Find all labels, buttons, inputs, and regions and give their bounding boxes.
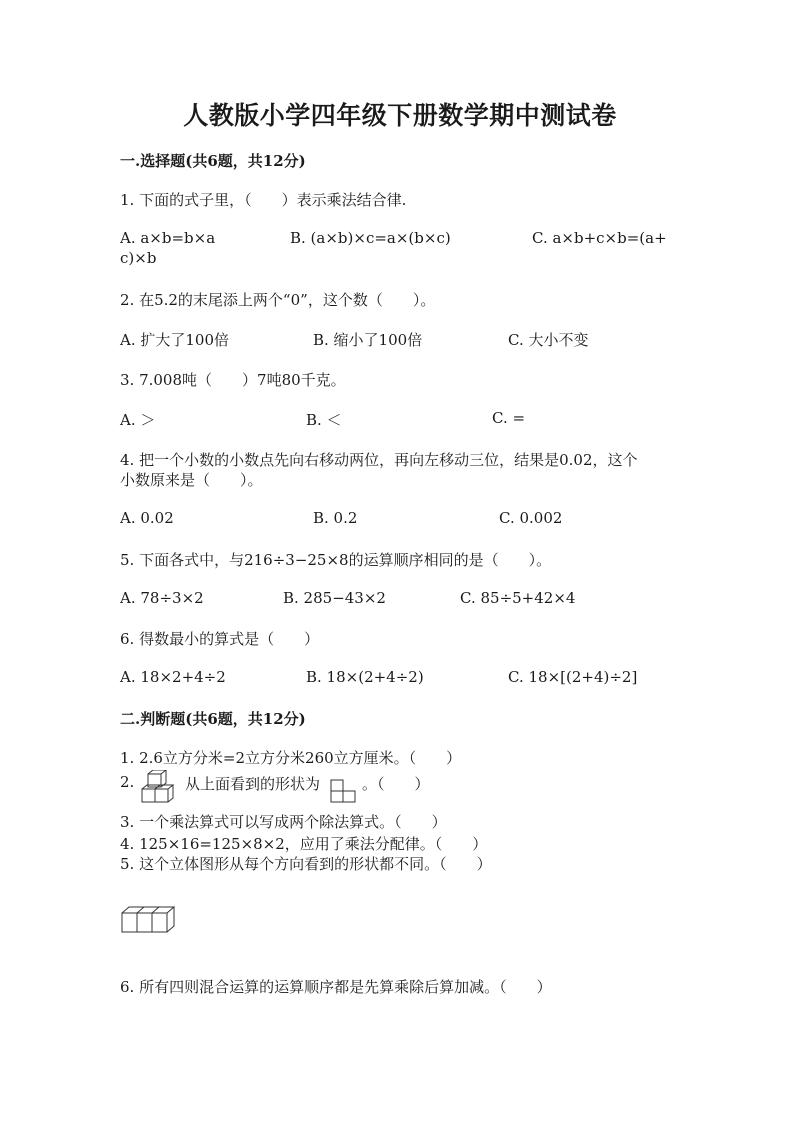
question-4-option-c: C. 0.002 — [499, 509, 563, 527]
question-3-option-a: A. ＞ — [120, 411, 156, 429]
top-view-shape — [330, 779, 356, 803]
question-4-option-b: B. 0.2 — [313, 509, 358, 527]
judgement-4: 4. 125×16=125×8×2，应用了乘法分配律。（ ） — [120, 835, 488, 853]
question-2-stem: 2. 在5.2的末尾添上两个“0”，这个数（ ）。 — [120, 291, 436, 309]
question-1-option-a: A. a×b=b×a — [120, 229, 216, 247]
page-title: 人教版小学四年级下册数学期中测试卷 — [183, 101, 617, 130]
question-6-option-b: B. 18×(2+4÷2) — [306, 668, 424, 686]
question-6-option-a: A. 18×2+4÷2 — [120, 668, 226, 686]
question-1-option-c-cont: c)×b — [120, 249, 157, 267]
question-5-option-c: C. 85÷5+42×4 — [460, 589, 576, 607]
judgement-2-number: 2. — [120, 773, 135, 791]
question-3-stem: 3. 7.008吨（ ）7吨80千克。 — [120, 371, 346, 389]
question-5-option-b: B. 285−43×2 — [283, 589, 386, 607]
question-4-stem: 4. 把一个小数的小数点先向右移动两位，再向左移动三位，结果是0.02，这个 — [120, 451, 638, 469]
question-3-option-c: C. = — [492, 409, 526, 427]
judgement-5: 5. 这个立体图形从每个方向看到的形状都不同。（ ） — [120, 855, 492, 873]
question-2-option-c: C. 大小不变 — [508, 331, 589, 349]
question-6-stem: 6. 得数最小的算式是（ ） — [120, 630, 320, 648]
section-heading-judgement: 二.判断题(共6题，共12分) — [120, 710, 306, 728]
question-6-option-c: C. 18×[(2+4)÷2] — [508, 668, 638, 686]
question-1-option-c: C. a×b+c×b=(a+ — [532, 229, 667, 247]
stacked-cubes-figure — [140, 770, 180, 804]
question-3-option-b: B. ＜ — [306, 411, 342, 429]
judgement-6: 6. 所有四则混合运算的运算顺序都是先算乘除后算加减。（ ） — [120, 978, 552, 996]
three-cubes-row-figure — [121, 906, 177, 934]
question-2-option-b: B. 缩小了100倍 — [313, 331, 423, 349]
judgement-1: 1. 2.6立方分米=2立方分米260立方厘米。（ ） — [120, 749, 462, 767]
question-2-option-a: A. 扩大了100倍 — [120, 331, 229, 349]
question-1-stem: 1. 下面的式子里，（ ）表示乘法结合律. — [120, 191, 407, 209]
question-5-option-a: A. 78÷3×2 — [120, 589, 204, 607]
section-heading-choice: 一.选择题(共6题，共12分) — [120, 152, 306, 170]
question-4-stem-cont: 小数原来是（ ）。 — [120, 471, 263, 489]
judgement-3: 3. 一个乘法算式可以写成两个除法算式。（ ） — [120, 813, 447, 831]
question-1-option-b: B. (a×b)×c=a×(b×c) — [290, 229, 451, 247]
question-5-stem: 5. 下面各式中，与216÷3−25×8的运算顺序相同的是（ ）。 — [120, 551, 552, 569]
judgement-2-text: 从上面看到的形状为 — [185, 775, 321, 793]
judgement-2-tail: 。（ ） — [362, 775, 430, 793]
question-4-option-a: A. 0.02 — [120, 509, 174, 527]
